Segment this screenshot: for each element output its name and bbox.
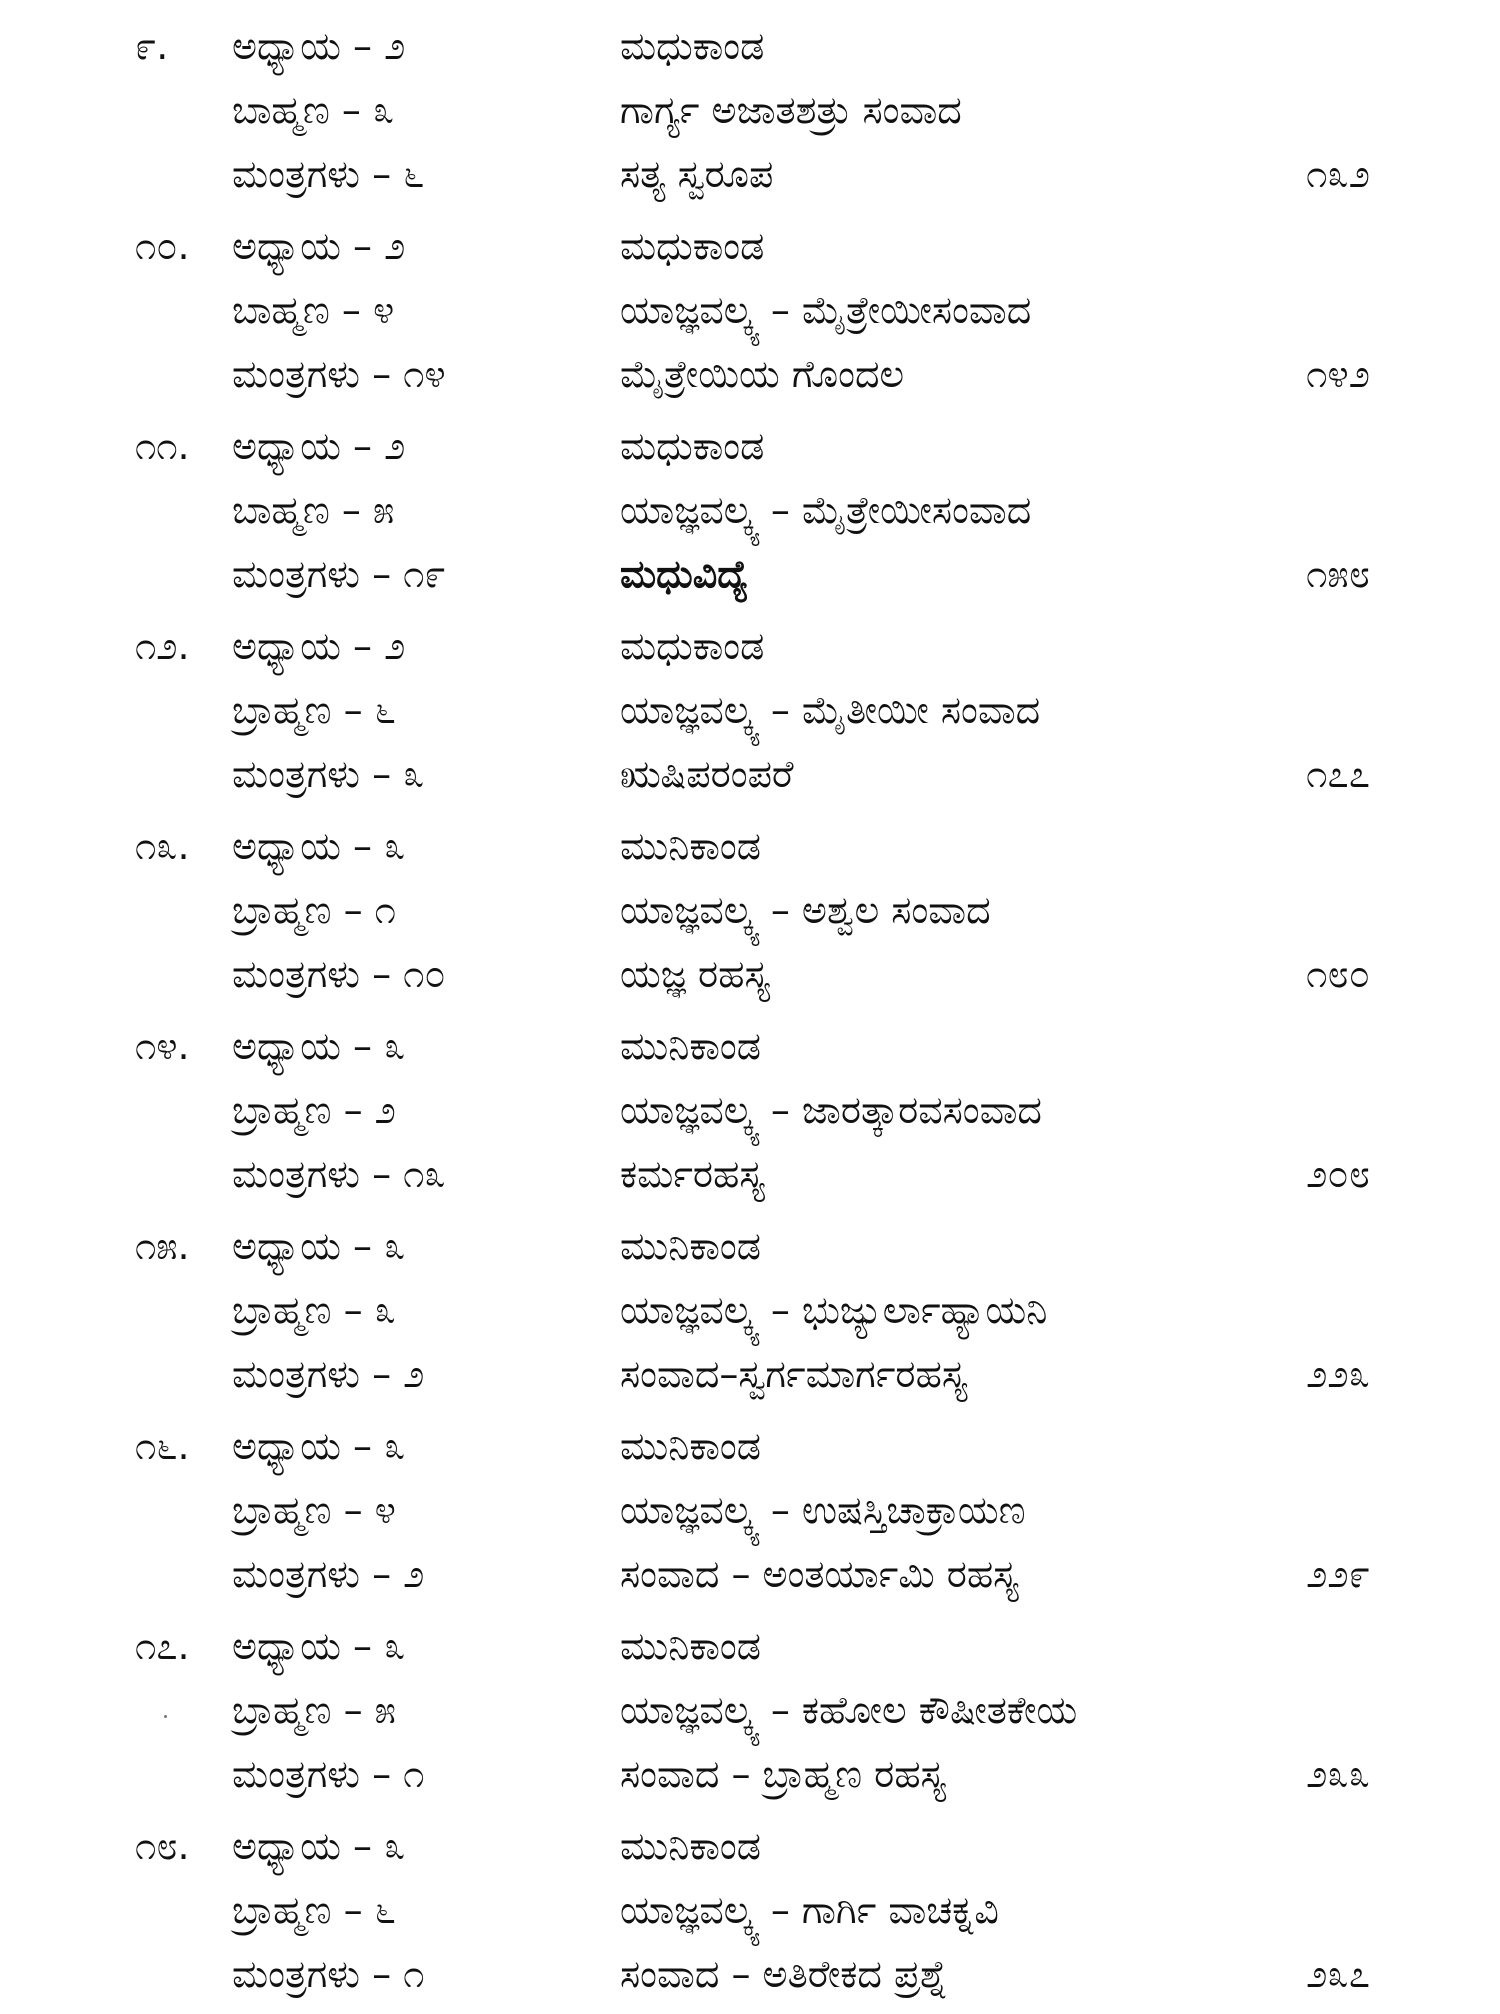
contents-entry — [0, 1414, 1500, 1614]
brahmana-label: ಬ್ರಾಹ್ಮಣ – ೪ — [232, 1488, 396, 1532]
mantra-label: ಮಂತ್ರಗಳು – ೬ — [232, 152, 425, 196]
adhyaya-label: ಅಧ್ಯಾಯ – ೩ — [232, 1624, 406, 1668]
mantra-line — [0, 942, 1500, 1006]
brahmana-title: ಯಾಜ್ಞವಲ್ಕ್ಯ – ಜಾರತ್ಕಾರವಸಂವಾದ — [620, 1088, 1042, 1132]
mantra-line — [0, 142, 1500, 206]
mantra-label: ಮಂತ್ರಗಳು – ೨ — [232, 1352, 425, 1396]
adhyaya-label: ಅಧ್ಯಾಯ – ೨ — [232, 24, 406, 68]
brahmana-line — [0, 278, 1500, 342]
kanda-title: ಮುನಿಕಾಂಡ — [620, 824, 761, 868]
contents-entry — [0, 1214, 1500, 1414]
brahmana-line — [0, 1678, 1500, 1742]
brahmana-line — [0, 878, 1500, 942]
brahmana-line — [0, 1878, 1500, 1942]
contents-entry — [0, 814, 1500, 1014]
kanda-title: ಮಧುಕಾಂಡ — [620, 224, 765, 268]
mantra-line — [0, 742, 1500, 806]
kanda-title: ಮುನಿಕಾಂಡ — [620, 1824, 761, 1868]
adhyaya-label: ಅಧ್ಯಾಯ – ೩ — [232, 1024, 406, 1068]
page-number: ೨೩೭ — [1306, 1952, 1370, 1996]
page-number: ೧೭೭ — [1306, 752, 1370, 796]
brahmana-label: ಬ್ರಾಹ್ಮಣ – ೩ — [232, 1288, 396, 1332]
mantra-line — [0, 1542, 1500, 1606]
brahmana-label: ಬಾಹ್ಮಣ – ೫ — [232, 488, 395, 532]
kanda-title: ಮುನಿಕಾಂಡ — [620, 1624, 761, 1668]
adhyaya-line — [0, 1614, 1500, 1678]
contents-entry — [0, 1814, 1500, 2014]
adhyaya-label: ಅಧ್ಯಾಯ – ೩ — [232, 1424, 406, 1468]
adhyaya-line — [0, 1014, 1500, 1078]
adhyaya-line — [0, 414, 1500, 478]
kanda-title: ಮಧುಕಾಂಡ — [620, 424, 765, 468]
brahmana-line — [0, 678, 1500, 742]
contents-list — [0, 14, 1500, 2014]
adhyaya-line — [0, 1214, 1500, 1278]
entry-number: ೧೬. — [135, 1424, 190, 1468]
brahmana-title: ಯಾಜ್ಞವಲ್ಕ್ಯ – ಮೈತ್ರೇಯೀಸಂವಾದ — [620, 488, 1032, 532]
kanda-title: ಮಧುಕಾಂಡ — [620, 24, 765, 68]
mantra-label: ಮಂತ್ರಗಳು – ೧೪ — [232, 352, 446, 396]
adhyaya-label: ಅಧ್ಯಾಯ – ೨ — [232, 624, 406, 668]
mantra-line — [0, 1742, 1500, 1806]
adhyaya-line — [0, 814, 1500, 878]
brahmana-title: ಗಾರ್ಗ್ಯ ಅಜಾತಶತ್ರು ಸಂವಾದ — [620, 88, 962, 132]
entry-number: ೧೫. — [135, 1224, 190, 1268]
page-number: ೨೩೩ — [1306, 1752, 1370, 1796]
brahmana-label: ಬ್ರಾಹ್ಮಣ – ೫ — [232, 1688, 396, 1732]
entry-number: ೯. — [135, 24, 169, 68]
brahmana-title: ಯಾಜ್ಞವಲ್ಕ್ಯ – ಅಶ್ವಲ ಸಂವಾದ — [620, 888, 991, 932]
mantra-title: ಕರ್ಮರಹಸ್ಯ — [620, 1152, 765, 1196]
mantra-title: ಸಂವಾದ – ಅಂತರ್ಯಾಮಿ ರಹಸ್ಯ — [620, 1552, 1019, 1596]
entry-number: ೧೩. — [135, 824, 190, 868]
page-number: ೨೦೮ — [1306, 1152, 1370, 1196]
mantra-title: ಯಜ್ಞ ರಹಸ್ಯ — [620, 952, 770, 996]
brahmana-line — [0, 1078, 1500, 1142]
brahmana-line — [0, 1478, 1500, 1542]
page-number: ೨೨೩ — [1306, 1352, 1370, 1396]
mantra-label: ಮಂತ್ರಗಳು – ೧೯ — [232, 552, 446, 596]
brahmana-line — [0, 478, 1500, 542]
adhyaya-line — [0, 1414, 1500, 1478]
brahmana-label: ಬ್ರಾಹ್ಮಣ – ೬ — [232, 1888, 396, 1932]
contents-entry — [0, 214, 1500, 414]
entry-number: ೧೨. — [135, 624, 190, 668]
mantra-title: ಸಂವಾದ – ಅತಿರೇಕದ ಪ್ರಶ್ನೆ — [620, 1952, 948, 1996]
adhyaya-line — [0, 214, 1500, 278]
adhyaya-label: ಅಧ್ಯಾಯ – ೩ — [232, 824, 406, 868]
adhyaya-label: ಅಧ್ಯಾಯ – ೨ — [232, 224, 406, 268]
mantra-label: ಮಂತ್ರಗಳು – ೧ — [232, 1952, 425, 1996]
brahmana-title: ಯಾಜ್ಞವಲ್ಕ್ಯ – ಕಹೋಲ ಕೌಷೀತಕೇಯ — [620, 1688, 1078, 1732]
contents-entry — [0, 414, 1500, 614]
mantra-label: ಮಂತ್ರಗಳು – ೩ — [232, 752, 425, 796]
mantra-line — [0, 1142, 1500, 1206]
mantra-title: ಸತ್ಯ ಸ್ವರೂಪ — [620, 152, 774, 196]
brahmana-label: ಬ್ರಾಹ್ಮಣ – ೬ — [232, 688, 396, 732]
mantra-line — [0, 542, 1500, 606]
page-number: ೨೨೯ — [1306, 1552, 1370, 1596]
brahmana-title: ಯಾಜ್ಞವಲ್ಕ್ಯ – ಮೈತೀಯೀ ಸಂವಾದ — [620, 688, 1041, 732]
mantra-line — [0, 1342, 1500, 1406]
entry-number: ೧೭. — [135, 1624, 190, 1668]
contents-entry — [0, 1014, 1500, 1214]
kanda-title: ಮುನಿಕಾಂಡ — [620, 1224, 761, 1268]
mantra-label: ಮಂತ್ರಗಳು – ೧ — [232, 1752, 425, 1796]
contents-entry — [0, 1614, 1500, 1814]
adhyaya-label: ಅಧ್ಯಾಯ – ೩ — [232, 1224, 406, 1268]
page-number: ೧೮೦ — [1306, 952, 1370, 996]
adhyaya-line — [0, 614, 1500, 678]
mantra-line — [0, 1942, 1500, 2006]
brahmana-title: ಯಾಜ್ಞವಲ್ಕ್ಯ – ಗಾರ್ಗಿ ವಾಚಕ್ನವಿ — [620, 1888, 999, 1932]
mantra-label: ಮಂತ್ರಗಳು – ೨ — [232, 1552, 425, 1596]
mantra-label: ಮಂತ್ರಗಳು – ೧೦ — [232, 952, 446, 996]
brahmana-label: ಬಾಹ್ಮಣ – ೪ — [232, 288, 395, 332]
adhyaya-line — [0, 1814, 1500, 1878]
brahmana-label: ಬಾಹ್ಮಣ – ೩ — [232, 88, 395, 132]
page-number: ೧೪೨ — [1306, 352, 1370, 396]
mantra-label: ಮಂತ್ರಗಳು – ೧೩ — [232, 1152, 446, 1196]
mantra-title: ಸಂವಾದ–ಸ್ವರ್ಗಮಾರ್ಗರಹಸ್ಯ — [620, 1352, 968, 1396]
brahmana-title: ಯಾಜ್ಞವಲ್ಕ್ಯ – ಉಷಸ್ತಿಚಾಕ್ರಾಯಣ — [620, 1488, 1026, 1532]
mantra-line — [0, 342, 1500, 406]
brahmana-line — [0, 78, 1500, 142]
brahmana-title: ಯಾಜ್ಞವಲ್ಕ್ಯ – ಮೈತ್ರೇಯೀಸಂವಾದ — [620, 288, 1032, 332]
mantra-title: ಮೈತ್ರೇಯಿಯ ಗೊಂದಲ — [620, 352, 905, 396]
mantra-title: ಋಷಿಪರಂಪರೆ — [620, 752, 794, 796]
kanda-title: ಮುನಿಕಾಂಡ — [620, 1424, 761, 1468]
adhyaya-line — [0, 14, 1500, 78]
adhyaya-label: ಅಧ್ಯಾಯ – ೩ — [232, 1824, 406, 1868]
brahmana-title: ಯಾಜ್ಞವಲ್ಕ್ಯ – ಭುಜ್ಯುರ್ಲಾಹ್ಯಾಯನಿ — [620, 1288, 1048, 1332]
scan-speck — [164, 1715, 167, 1718]
mantra-title: ಸಂವಾದ – ಬ್ರಾಹ್ಮಣ ರಹಸ್ಯ — [620, 1752, 946, 1796]
entry-number: ೧೮. — [135, 1824, 190, 1868]
contents-entry — [0, 14, 1500, 214]
brahmana-label: ಬ್ರಾಹ್ಮಣ – ೧ — [232, 888, 396, 932]
entry-number: ೧೧. — [135, 424, 190, 468]
page-number: ೧೩೨ — [1306, 152, 1370, 196]
kanda-title: ಮುನಿಕಾಂಡ — [620, 1024, 761, 1068]
contents-entry — [0, 614, 1500, 814]
kanda-title: ಮಧುಕಾಂಡ — [620, 624, 765, 668]
entry-number: ೧೦. — [135, 224, 190, 268]
mantra-title: ಮಧುವಿದ್ಯೆ — [620, 552, 749, 596]
entry-number: ೧೪. — [135, 1024, 190, 1068]
adhyaya-label: ಅಧ್ಯಾಯ – ೨ — [232, 424, 406, 468]
page-number: ೧೫೮ — [1306, 552, 1370, 596]
brahmana-label: ಬ್ರಾಹ್ಮಣ – ೨ — [232, 1088, 396, 1132]
brahmana-line — [0, 1278, 1500, 1342]
